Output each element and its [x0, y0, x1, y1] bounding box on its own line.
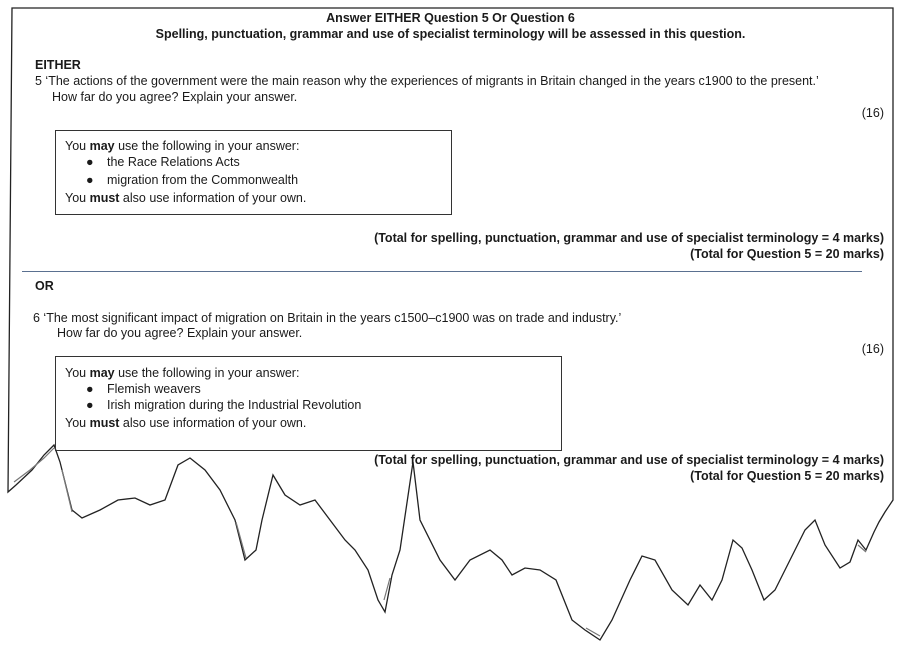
question-6-marks: (16)	[861, 342, 884, 356]
question-5-instruction: How far do you agree? Explain your answer.	[52, 90, 298, 104]
question-5-marks: (16)	[861, 106, 884, 120]
question-6-instruction: How far do you agree? Explain your answer.	[57, 326, 303, 340]
hint-item: migration from the Commonwealth	[107, 173, 299, 187]
question-5-total: (Total for Question 5 = 20 marks)	[690, 247, 884, 261]
question-6-hint-box	[55, 356, 562, 451]
bullet-icon: ●	[86, 173, 94, 187]
question-6-spag-total: (Total for spelling, punctuation, grammar and use of specialist terminology = 4 marks)	[374, 453, 884, 467]
hint-item: Irish migration during the Industrial Revolution	[107, 398, 362, 412]
must-line: You must also use information of your own.	[65, 416, 307, 430]
bullet-icon: ●	[86, 382, 94, 396]
must-line: You must also use information of your own.	[65, 191, 307, 205]
section-header: Answer EITHER Question 5 Or Question 6	[326, 11, 575, 25]
bullet-icon: ●	[86, 155, 94, 169]
question-6-text: 6 ‘The most significant impact of migration on Britain in the years c1500–c1900 was on trade and industry.’	[33, 311, 622, 325]
question-5-spag-total: (Total for spelling, punctuation, grammar and use of specialist terminology = 4 marks)	[374, 231, 884, 245]
may-line: You may use the following in your answer:	[65, 139, 300, 153]
bullet-icon: ●	[86, 398, 94, 412]
question-5-text: 5 ‘The actions of the government were the main reason why the experiences of migrants in Britain changed in the years c1900 to the present.’	[35, 74, 819, 88]
question-5-hint-box	[55, 130, 452, 215]
spag-notice: Spelling, punctuation, grammar and use of specialist terminology will be assessed in this question.	[155, 27, 746, 41]
may-line: You may use the following in your answer:	[65, 366, 300, 380]
section-divider	[22, 271, 862, 272]
question-6-total: (Total for Question 5 = 20 marks)	[690, 469, 884, 483]
hint-item: the Race Relations Acts	[107, 155, 240, 169]
hint-item: Flemish weavers	[107, 382, 201, 396]
either-label: EITHER	[35, 58, 81, 72]
or-label: OR	[35, 279, 54, 293]
